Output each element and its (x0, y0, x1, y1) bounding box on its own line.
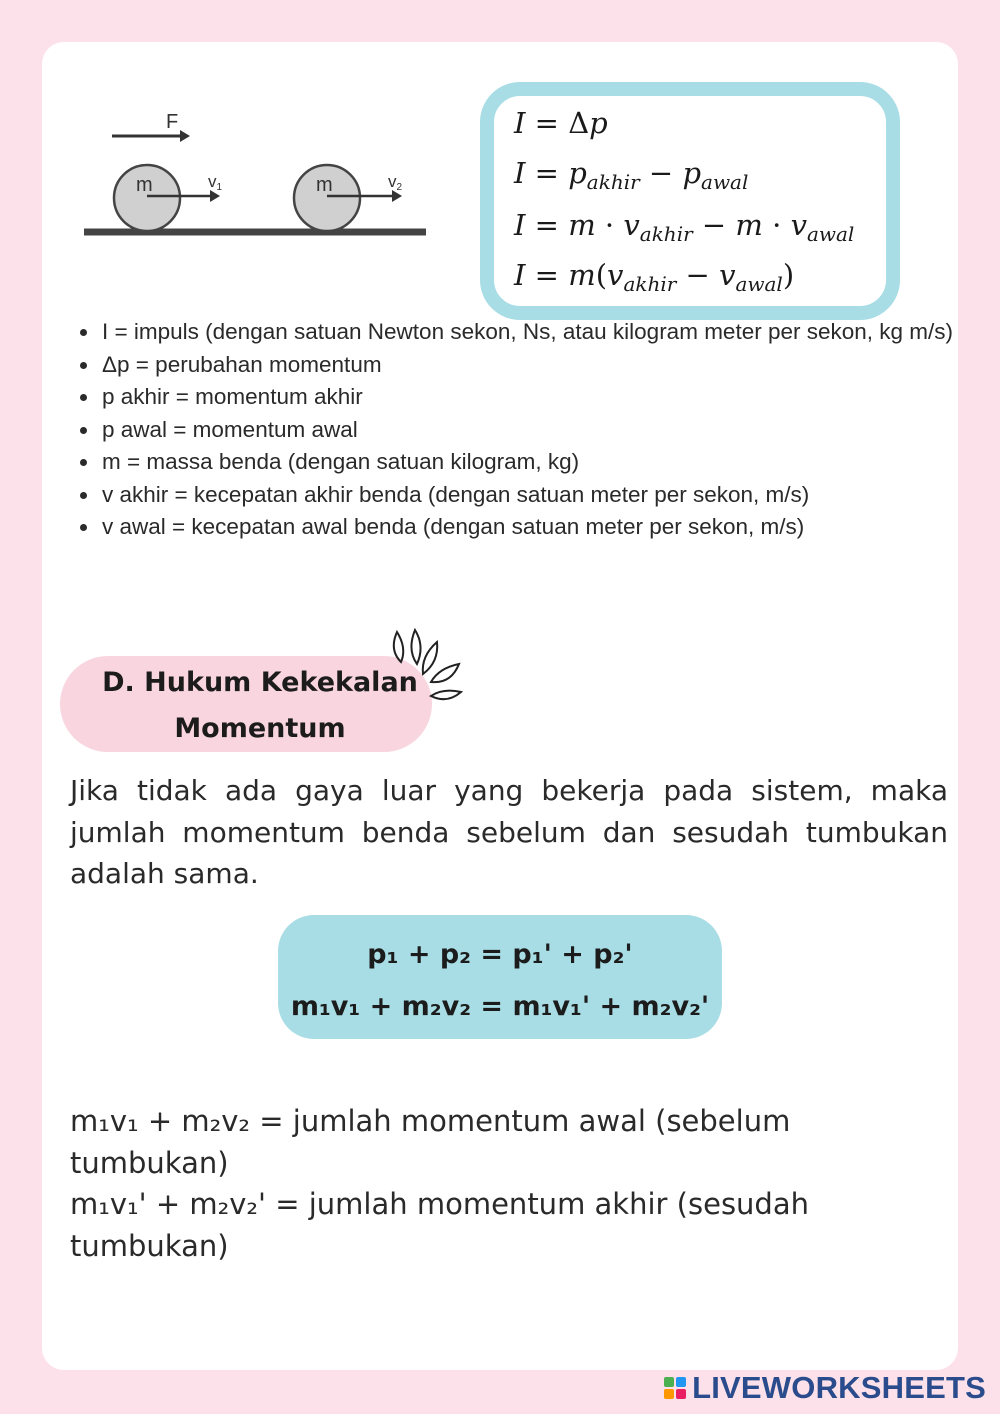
list-item: • v akhir = kecepatan akhir benda (dengan satuan meter per sekon, m/s) (100, 479, 962, 512)
brand-name: LIVEWORKSHEETS (692, 1370, 986, 1405)
liveworksheets-logo-icon (664, 1377, 686, 1399)
list-item: • Δp = perubahan momentum (100, 349, 962, 382)
list-item: • m = massa benda (dengan satuan kilogram, kg) (100, 446, 962, 479)
explanation-1: m₁v₁ + m₂v₂ = jumlah momentum awal (sebelum tumbukan) (70, 1104, 791, 1180)
law-line-1: p₁ + p₂ = p₁' + p₂' (367, 939, 633, 970)
formula-line-2: $I = p_{akhir} - p_{awal}$ (514, 156, 749, 194)
section-title-line-1: D. Hukum Kekekalan (102, 667, 418, 698)
list-item: • v awal = kecepatan awal benda (dengan satuan meter per sekon, m/s) (100, 511, 962, 544)
law-line-2: m₁v₁ + m₂v₂ = m₁v₁' + m₂v₂' (290, 991, 710, 1022)
ball-2-label: m (316, 174, 333, 196)
section-heading (90, 660, 430, 752)
v1-label: v1 (208, 172, 223, 193)
formula-line-4: $I = m(v_{akhir} - v_{awal})$ (514, 258, 795, 296)
list-item: • p akhir = momentum akhir (100, 381, 962, 414)
liveworksheets-brand[interactable] (664, 1368, 986, 1408)
explanation-2: m₁v₁' + m₂v₂' = jumlah momentum akhir (sesudah tumbukan) (70, 1187, 809, 1263)
definition-list (70, 316, 962, 544)
v2-label: v2 (388, 172, 403, 193)
list-item: • p awal = momentum awal (100, 414, 962, 447)
ball-1-label: m (136, 174, 153, 196)
impulse-formula-box (480, 82, 900, 320)
formula-line-3: $I = m \cdot v_{akhir} - m \cdot v_{awal}$ (514, 208, 855, 246)
conservation-law-box (278, 915, 722, 1039)
sparkle-decoration-icon (385, 628, 475, 708)
force-label: F (166, 111, 179, 133)
section-title-line-2: Momentum (174, 713, 346, 744)
momentum-diagram (80, 100, 440, 250)
force-arrowhead (180, 130, 190, 142)
formula-line-1: I = Δp (514, 106, 608, 140)
conservation-paragraph: Jika tidak ada gaya luar yang bekerja pada sistem, maka jumlah momentum benda sebelum dan sesudah tumbukan adalah sama. (70, 774, 948, 890)
list-item: • I = impuls (dengan satuan Newton sekon, Ns, atau kilogram meter per sekon, kg m/s) (100, 316, 962, 349)
